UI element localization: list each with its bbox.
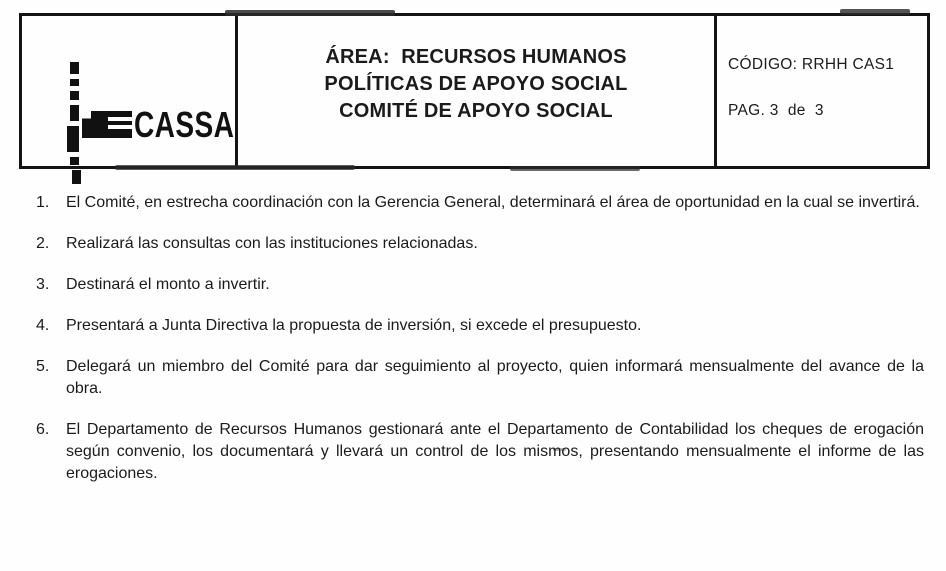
list-item [36, 192, 924, 214]
scan-artifact [840, 9, 910, 15]
item-number: 6. [36, 421, 50, 438]
list-item [36, 356, 924, 400]
item-number: 3. [36, 276, 50, 293]
page-number-label: PAG. 3 de 3 [728, 102, 824, 119]
item-number: 4. [36, 317, 50, 334]
code-cell [717, 16, 927, 166]
item-text: Realizará las consultas con las instituciones relacionadas. [66, 235, 478, 252]
logo-dash-icon [67, 126, 79, 152]
logo-slot-icon [108, 125, 136, 129]
logo-text: CASSA [134, 104, 235, 145]
item-text: El Departamento de Recursos Humanos gestionará ante el Departamento de Contabilidad los cheques de erogación según convenio, los documentará y llevará un control de los mismos, presentando mensualmente el informe de las erogaciones. [66, 421, 924, 482]
logo-dash-icon [70, 105, 79, 121]
list-item [36, 274, 924, 296]
item-number: 1. [36, 194, 50, 211]
item-number: 5. [36, 358, 50, 375]
scan-artifact [553, 448, 566, 451]
item-text: Delegará un miembro del Comité para dar seguimiento al proyecto, quien informará mensualmente del avance de la obra. [66, 358, 924, 397]
item-text: Presentará a Junta Directiva la propuesta de inversión, si excede el presupuesto. [66, 317, 642, 334]
item-number: 2. [36, 235, 50, 252]
title-line-politicas: POLÍTICAS DE APOYO SOCIAL [324, 72, 628, 95]
scan-artifact [510, 166, 640, 171]
scan-artifact [225, 10, 395, 16]
header-table [19, 13, 930, 169]
logo-cell [22, 16, 238, 166]
list-item [36, 233, 924, 255]
logo-dash-icon [72, 170, 81, 184]
item-text: El Comité, en estrecha coordinación con la Gerencia General, determinará el área de oportunidad en la cual se invertirá. [66, 194, 920, 211]
list-item [36, 315, 924, 337]
item-text: Destinará el monto a invertir. [66, 276, 270, 293]
logo-slot-icon [108, 117, 136, 121]
title-line-area: ÁREA: RECURSOS HUMANOS [325, 45, 627, 68]
list-item [36, 419, 924, 485]
logo-dash-icon [70, 91, 79, 100]
logo-dash-icon [70, 62, 79, 74]
logo-dash-icon [70, 79, 79, 86]
logo-dash-icon [70, 157, 79, 165]
cassa-logo [50, 48, 235, 158]
title-line-comite: COMITÉ DE APOYO SOCIAL [339, 99, 613, 122]
scan-artifact [115, 165, 355, 170]
code-label: CÓDIGO: RRHH CAS1 [728, 56, 895, 73]
policy-list [36, 192, 924, 504]
title-cell [238, 16, 717, 166]
